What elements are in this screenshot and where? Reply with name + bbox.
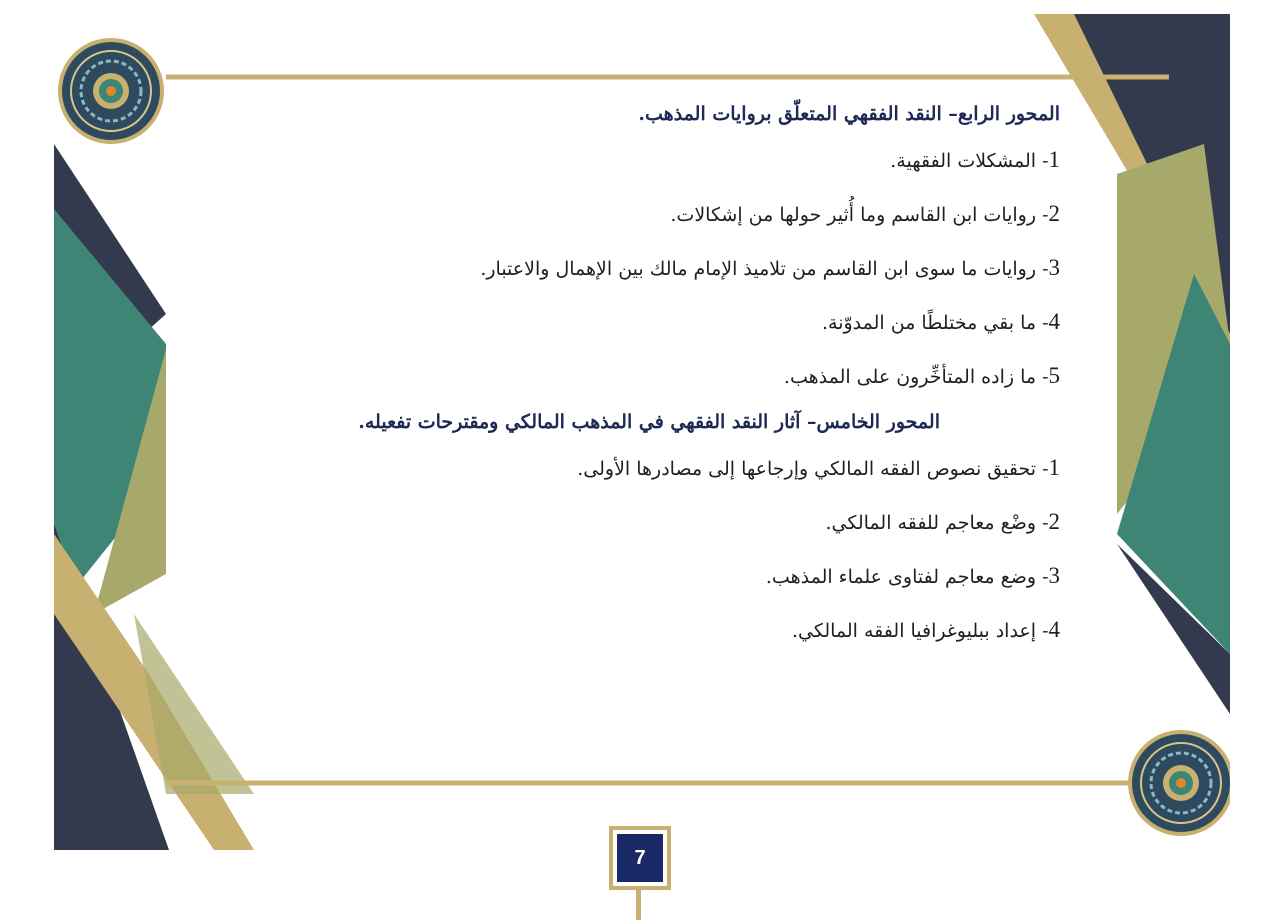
item-number: 2 (1048, 509, 1060, 534)
list-item (250, 495, 1060, 549)
list-item (250, 349, 1060, 403)
item-text: - المشكلات الفقهية. (890, 150, 1049, 172)
corner-medallion-icon (1126, 728, 1230, 838)
section-five-heading: المحور الخامس– آثار النقد الفقهي في المذهب المالكي ومقترحات تفعيله. (358, 411, 940, 433)
list-item (250, 549, 1060, 603)
item-number: 1 (1048, 455, 1060, 480)
list-item (250, 441, 1060, 495)
list-item (250, 187, 1060, 241)
item-text: - ما زاده المتأخِّرون على المذهب. (783, 366, 1049, 388)
item-number: 4 (1048, 617, 1060, 642)
section-four-heading: المحور الرابع– النقد الفقهي المتعلّق بروايات المذهب. (638, 103, 1060, 125)
item-text: - روايات ابن القاسم وما أُثير حولها من إشكالات. (670, 204, 1049, 226)
page-number-badge (609, 826, 671, 890)
corner-medallion-icon (56, 36, 166, 146)
list-item (250, 295, 1060, 349)
list-item (250, 133, 1060, 187)
item-text: - وضع معاجم لفتاوى علماء المذهب. (765, 566, 1049, 588)
item-text: - روايات ما سوى ابن القاسم من تلاميذ الإمام مالك بين الإهمال والاعتبار. (480, 258, 1049, 280)
page-number-stem (636, 890, 641, 920)
item-number: 3 (1048, 255, 1060, 280)
list-item (250, 241, 1060, 295)
item-text: - إعداد ببليوغرافيا الفقه المالكي. (791, 620, 1049, 642)
item-text: - وضْع معاجم للفقه المالكي. (825, 512, 1049, 534)
item-number: 2 (1048, 201, 1060, 226)
item-text: - تحقيق نصوص الفقه المالكي وإرجاعها إلى مصادرها الأولى. (577, 458, 1049, 480)
list-item (250, 603, 1060, 657)
page-number: 7 (617, 834, 663, 882)
item-number: 1 (1048, 147, 1060, 172)
item-number: 4 (1048, 309, 1060, 334)
item-number: 5 (1048, 363, 1060, 388)
document-body (250, 95, 1060, 657)
item-text: - ما بقي مختلطًا من المدوّنة. (821, 312, 1049, 334)
item-number: 3 (1048, 563, 1060, 588)
